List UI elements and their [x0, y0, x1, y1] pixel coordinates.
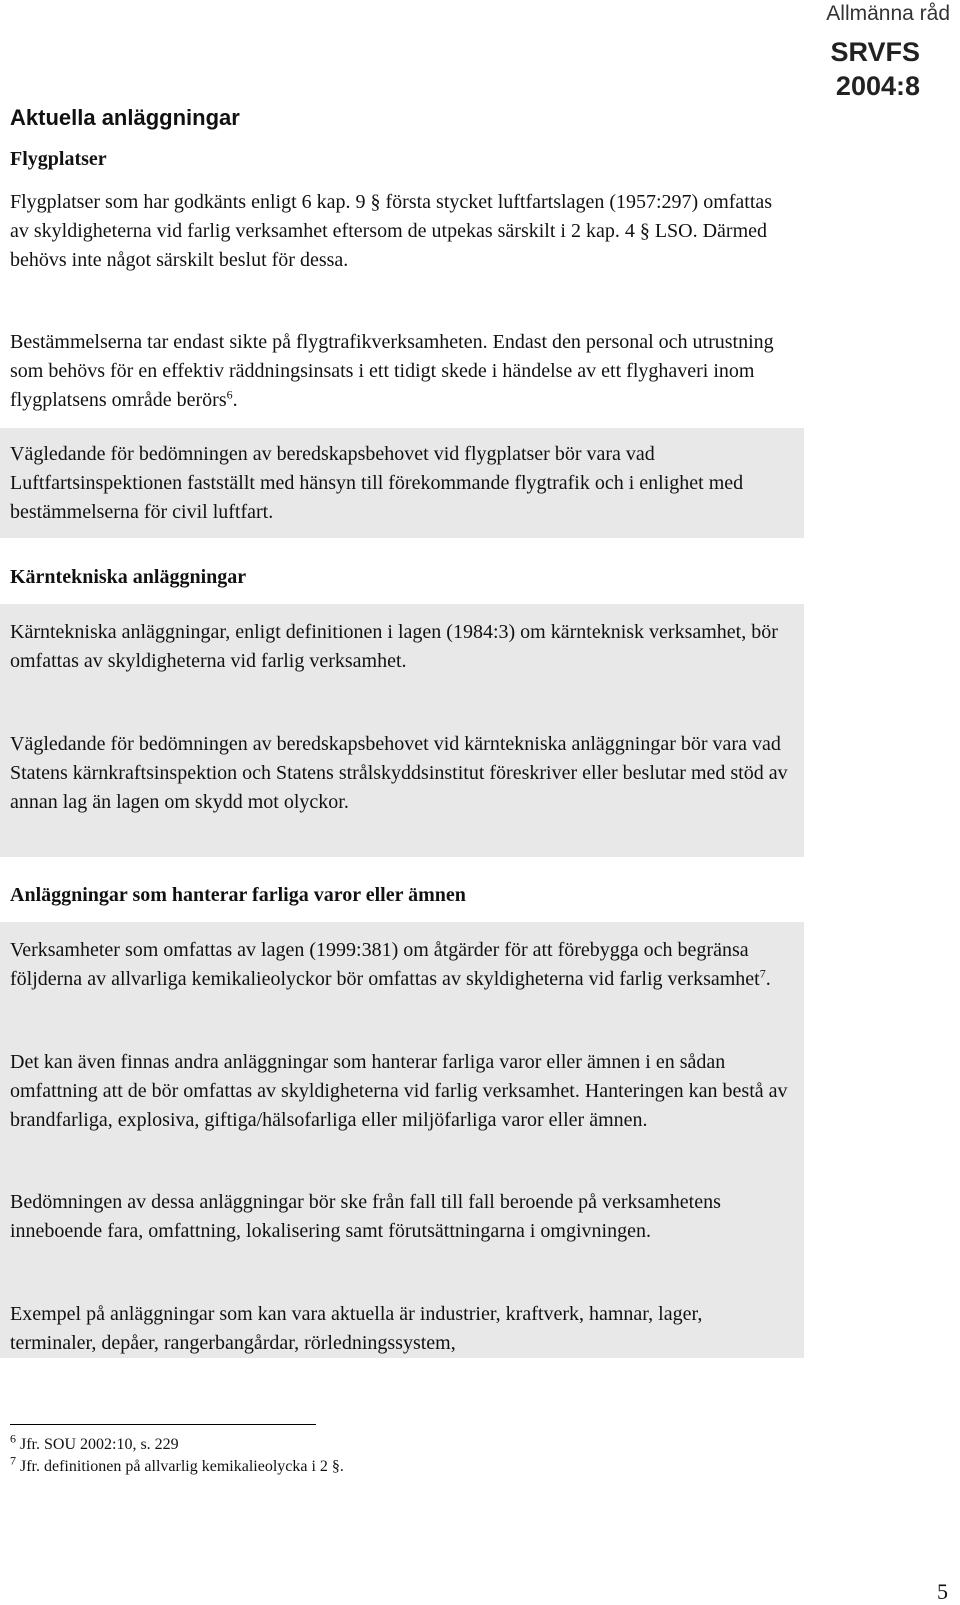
- advice-paragraph-farliga-2: Det kan även finnas andra anläggningar som hanterar farliga varor eller ämnen i en sådan omfattning att de bör omfattas av skyldigheterna vid farlig verksamhet. Hanteringen kan bestå av brandfarliga, explosiva, giftiga/hälsofarliga eller miljöfarliga varor eller ämnen.: [10, 1051, 788, 1131]
- document-type-label: Allmänna råd: [826, 2, 950, 25]
- advice-paragraph-farliga-1: [10, 936, 790, 994]
- document-code-line1: SRVFS: [830, 37, 920, 67]
- document-code-line2: 2004:8: [835, 71, 920, 101]
- section-heading-aktuella: Aktuella anläggningar: [10, 105, 240, 130]
- footnote-ref-6: 6: [226, 387, 233, 402]
- paragraph-flyg-2: [10, 328, 790, 415]
- footnote-7-number: 7: [10, 1453, 16, 1468]
- paragraph-flyg-2-text: Bestämmelserna tar endast sikte på flygtrafikverksamheten. Endast den personal och utrustning som behövs för en effektiv räddningsinsats i ett tidigt skede i händelse av ett flyghaveri inom flygplatsens område berörs: [10, 331, 774, 411]
- footnote-6-text: Jfr. SOU 2002:10, s. 229: [20, 1436, 179, 1453]
- advice-paragraph-farliga-3: Bedömningen av dessa anläggningar bör ske från fall till fall beroende på verksamhetens inneboende fara, omfattning, lokalisering samt förutsättningarna i omgivningen.: [10, 1191, 721, 1242]
- page-number: 5: [937, 1579, 948, 1604]
- footnote-7: [10, 1453, 344, 1478]
- advice-paragraph-karn-2: Vägledande för bedömningen av beredskapsbehovet vid kärntekniska anläggningar bör vara vad Statens kärnkraftsinspektion och Statens strålskyddsinstitut föreskriver eller beslutar med stöd av annan lag än lagen om skydd mot olyckor.: [10, 733, 788, 813]
- footnote-separator: [10, 1424, 316, 1425]
- footnote-6: [10, 1431, 179, 1456]
- footnote-6-number: 6: [10, 1431, 16, 1446]
- footnote-7-text: Jfr. definitionen på allvarlig kemikalieolycka i 2 §.: [20, 1458, 344, 1475]
- subheading-farliga-varor: Anläggningar som hanterar farliga varor eller ämnen: [10, 884, 466, 906]
- paragraph-flyg-2-end: .: [232, 389, 238, 411]
- advice-paragraph-farliga-1-end: .: [765, 968, 771, 990]
- advice-paragraph-farliga-1-text: Verksamheter som omfattas av lagen (1999:381) om åtgärder för att förebygga och begränsa följderna av allvarliga kemikalieolyckor bör omfattas av skyldigheterna vid farlig verksamhet: [10, 939, 760, 990]
- advice-paragraph-flyg: Vägledande för bedömningen av beredskapsbehovet vid flygplatser bör vara vad Luftfartsinspektionen fastställt med hänsyn till förekommande flygtrafik och i enlighet med bestämmelserna för civil luftfart.: [10, 443, 744, 523]
- footnote-ref-7: 7: [759, 966, 766, 981]
- paragraph-flyg-1: Flygplatser som har godkänts enligt 6 kap. 9 § första stycket luftfartslagen (1957:297) omfattas av skyldigheterna vid farlig verksamhet eftersom de utpekas särskilt i 2 kap. 4 § LSO. Därmed behövs inte något särskilt beslut för dessa.: [10, 191, 773, 271]
- advice-paragraph-farliga-4: Exempel på anläggningar som kan vara aktuella är industrier, kraftverk, hamnar, lager, terminaler, depåer, rangerbangårdar, rörledningssystem,: [10, 1303, 703, 1354]
- subheading-flygplatser: Flygplatser: [10, 148, 107, 170]
- advice-paragraph-karn-1: Kärntekniska anläggningar, enligt definitionen i lagen (1984:3) om kärnteknisk verksamhet, bör omfattas av skyldigheterna vid farlig verksamhet.: [10, 621, 778, 672]
- subheading-karntekniska: Kärntekniska anläggningar: [10, 566, 247, 588]
